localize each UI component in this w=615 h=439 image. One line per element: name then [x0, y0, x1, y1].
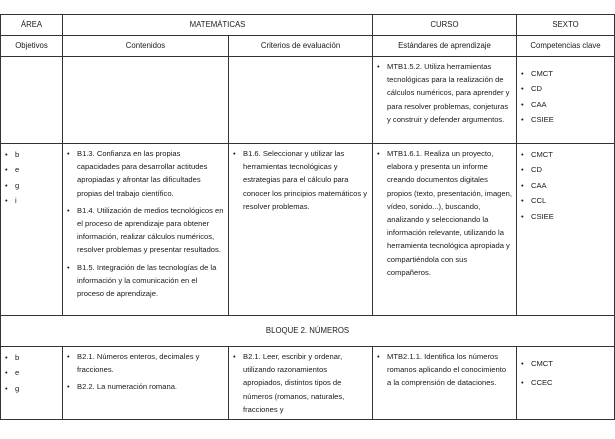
estandar-item: • MTB2.1.1. Identifica los números romanos aplicando el conocimiento a la comprensión de dataciones. [377, 350, 512, 390]
estandares-cell [373, 57, 517, 144]
contenido-item: • B2.1. Números enteros, decimales y fracciones. [67, 350, 224, 376]
criterio-item: • B1.6. Seleccionar y utilizar las herramientas tecnológicas y estrategias para el cálculo para conocer los principios matemáticos y resolver problemas. [233, 147, 368, 213]
objetivos-cell [1, 347, 63, 420]
criterios-cell [229, 57, 373, 144]
competencia-item: • CD [521, 82, 610, 95]
objetivo-item: • e [5, 163, 58, 176]
competencia-item: • CD [521, 163, 610, 176]
block-title-row [1, 316, 615, 347]
criterio-item: • B2.1. Leer, escribir y ordenar, utilizando razonamientos apropiados, distintos tipos de números (romanos, naturales, fracciones y [233, 350, 368, 416]
estandares-cell [373, 347, 517, 420]
competencia-item: • CSIEE [521, 113, 610, 126]
competencia-item: • CCL [521, 194, 610, 207]
competencias-cell [517, 57, 615, 144]
curso-label: CURSO [373, 15, 517, 36]
contenido-item: • B2.2. La numeración romana. [67, 380, 224, 393]
criterios-cell [229, 144, 373, 316]
column-header-estandares: Estándares de aprendizaje [373, 36, 517, 57]
table-row [1, 57, 615, 144]
objetivo-item: • b [5, 351, 58, 364]
competencia-item: • CAA [521, 98, 610, 111]
contenido-item: • B1.4. Utilización de medios tecnológicos en el proceso de aprendizaje para obtener información, realizar cálculos numéricos, resolver problemas y presentar resultados. [67, 204, 224, 257]
competencia-item: • CSIEE [521, 210, 610, 223]
area-value: MATEMÁTICAS [63, 15, 373, 36]
objetivos-cell [1, 57, 63, 144]
objetivo-item: • g [5, 179, 58, 192]
estandar-item: • MTB1.5.2. Utiliza herramientas tecnológicas para la realización de cálculos numéricos, para aprender y para resolver problemas, conjeturas y construir y defender argumentos. [377, 60, 512, 126]
table-row [1, 347, 615, 420]
column-header-contenidos: Contenidos [63, 36, 229, 57]
contenido-item: • B1.5. Integración de las tecnologías de la información y la comunicación en el proceso de aprendizaje. [67, 261, 224, 301]
contenidos-cell [63, 57, 229, 144]
objetivo-item: • e [5, 366, 58, 379]
curriculum-table [0, 14, 615, 420]
block-title: BLOQUE 2. NÚMEROS [1, 316, 615, 347]
estandar-item: • MTB1.6.1. Realiza un proyecto, elabora y presenta un informe creando documentos digitales propios (texto, presentación, imagen, vídeo, sonido...), buscando, analizando y seleccionando la información relevante, utilizando la herramienta tecnológica apropiada y compartiéndola con sus compañeros. [377, 147, 512, 279]
criterios-cell [229, 347, 373, 420]
competencias-cell [517, 347, 615, 420]
objetivo-item: • b [5, 148, 58, 161]
competencia-item: • CMCT [521, 357, 610, 370]
curso-value: SEXTO [517, 15, 615, 36]
objetivo-item: • g [5, 382, 58, 395]
competencia-item: • CAA [521, 179, 610, 192]
column-header-criterios: Criterios de evaluación [229, 36, 373, 57]
area-header-row [1, 15, 615, 36]
table-row [1, 144, 615, 316]
contenidos-cell [63, 347, 229, 420]
objetivos-cell [1, 144, 63, 316]
column-header-row [1, 36, 615, 57]
area-label: ÁREA [1, 15, 63, 36]
competencias-cell [517, 144, 615, 316]
competencia-item: • CCEC [521, 376, 610, 389]
competencia-item: • CMCT [521, 67, 610, 80]
estandares-cell [373, 144, 517, 316]
contenido-item: • B1.3. Confianza en las propias capacidades para desarrollar actitudes apropiadas y afrontar las dificultades propias del trabajo científico. [67, 147, 224, 200]
contenidos-cell [63, 144, 229, 316]
objetivo-item: • i [5, 194, 58, 207]
competencia-item: • CMCT [521, 148, 610, 161]
column-header-objetivos: Objetivos [1, 36, 63, 57]
column-header-competencias: Competencias clave [517, 36, 615, 57]
